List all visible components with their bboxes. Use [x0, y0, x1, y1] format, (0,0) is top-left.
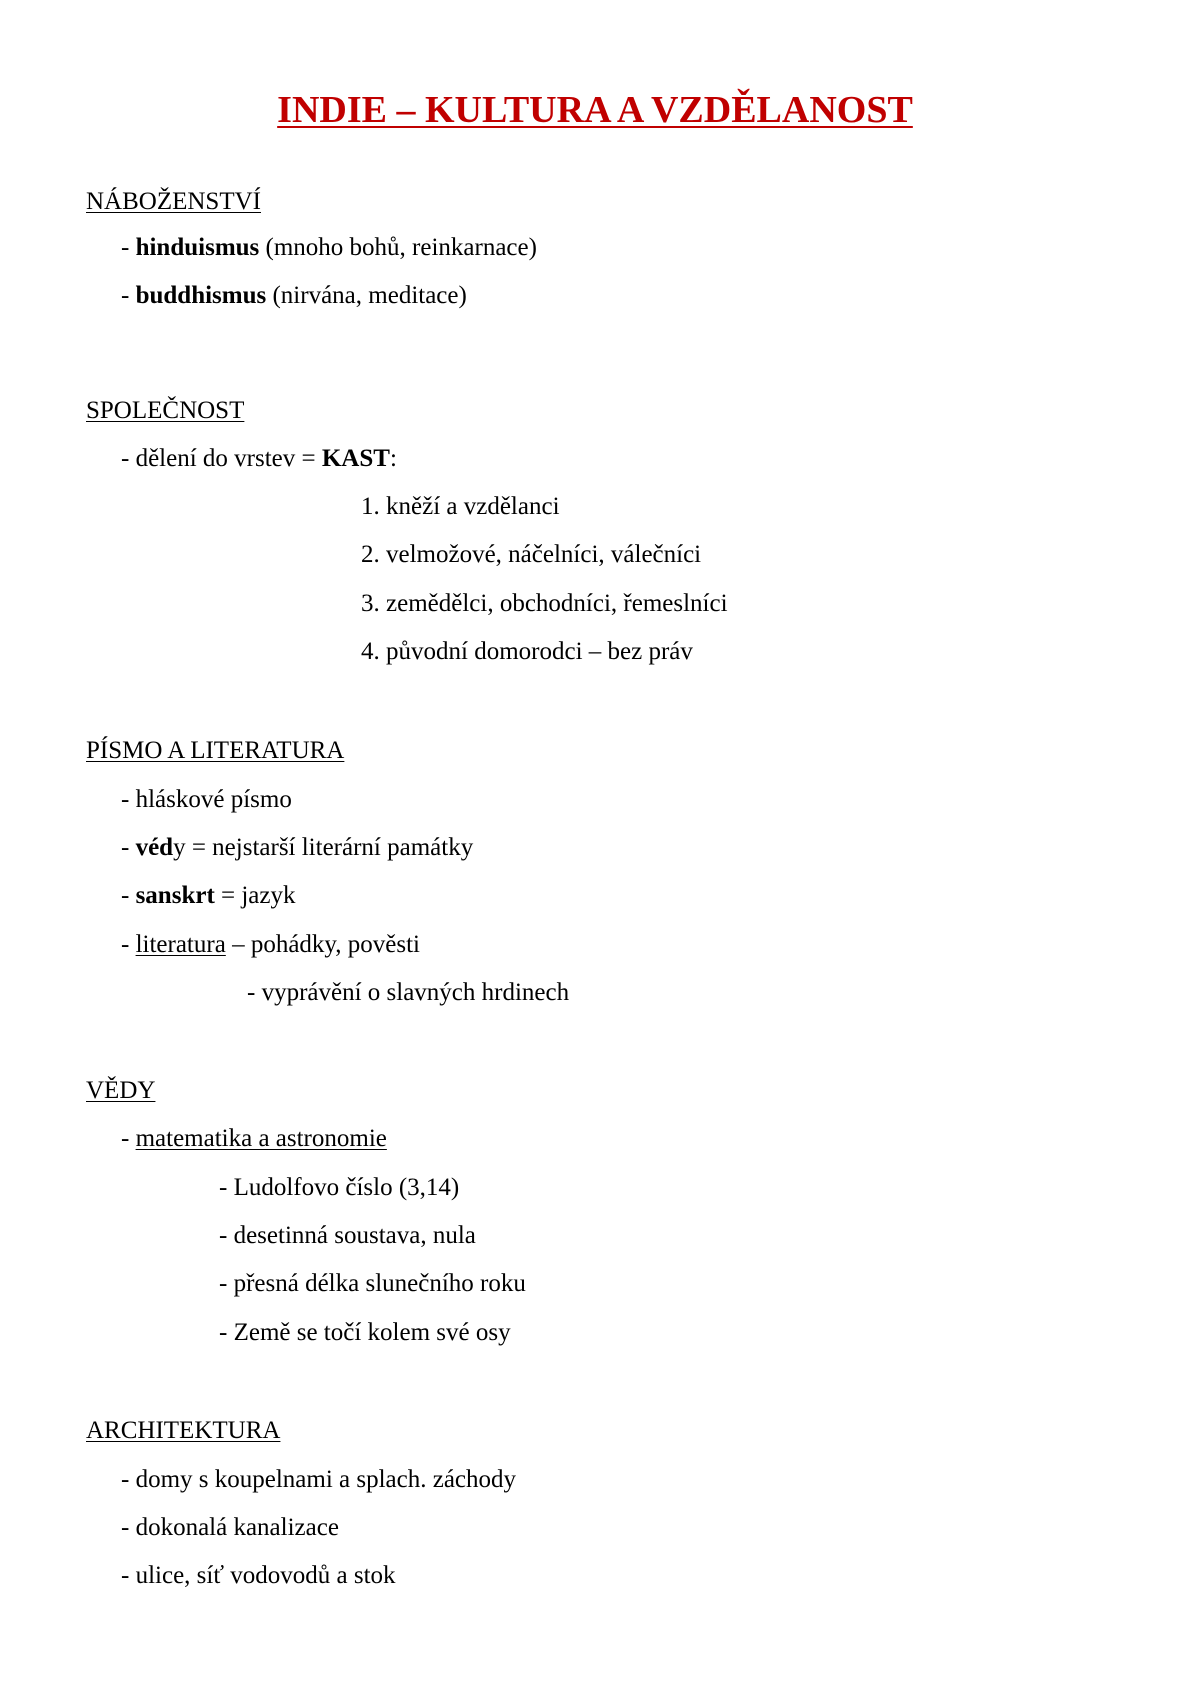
bullet-dash: - [121, 882, 136, 909]
list-subitem-soustava: - desetinná soustava, nula [219, 1222, 476, 1249]
bold-term: buddhismus [135, 282, 267, 309]
bullet-dash: - [121, 234, 136, 261]
section-heading-spolecnost: SPOLEČNOST [86, 397, 245, 424]
list-item-matematika [121, 1123, 387, 1155]
item-text: (nirvána, meditace) [266, 282, 467, 309]
section-heading-vedy: VĚDY [86, 1077, 156, 1104]
list-subitem-ludolf: - Ludolfovo číslo (3,14) [219, 1174, 460, 1201]
list-item-hinduismus [121, 232, 537, 264]
list-item-pismo: - hláskové písmo [121, 786, 292, 813]
list-item-domy: - domy s koupelnami a splach. záchody [121, 1466, 517, 1493]
item-text: : [389, 445, 397, 472]
list-item-sanskrt [121, 880, 296, 912]
item-text: y = nejstarší literární památky [173, 834, 474, 861]
caste-item-4: 4. původní domorodci – bez práv [361, 638, 693, 665]
bullet-dash: - [121, 282, 136, 309]
underlined-term: literatura [135, 931, 226, 958]
bold-term: véd [135, 834, 174, 861]
list-item-vedy [121, 832, 473, 864]
item-text: - dělení do vrstev = [121, 445, 322, 472]
item-text: = jazyk [214, 882, 296, 909]
list-item-kasty [121, 443, 397, 475]
bullet-dash: - [121, 931, 136, 958]
list-subitem-rok: - přesná délka slunečního roku [219, 1270, 526, 1297]
bullet-dash: - [121, 834, 136, 861]
page-title: INDIE – KULTURA A VZDĚLANOST [277, 89, 913, 131]
list-subitem-vypraveni: - vyprávění o slavných hrdinech [247, 979, 570, 1006]
caste-item-3: 3. zemědělci, obchodníci, řemeslníci [361, 590, 728, 617]
caste-item-1: 1. kněží a vzdělanci [361, 493, 560, 520]
bullet-dash: - [121, 1125, 136, 1152]
list-item-ulice: - ulice, síť vodovodů a stok [121, 1562, 396, 1589]
list-item-literatura [121, 929, 420, 961]
section-heading-pismo: PÍSMO A LITERATURA [86, 737, 345, 764]
section-heading-architektura: ARCHITEKTURA [86, 1417, 281, 1444]
section-heading-nabozenstvi: NÁBOŽENSTVÍ [86, 188, 261, 215]
caste-item-2: 2. velmožové, náčelníci, válečníci [361, 541, 702, 568]
underlined-term: matematika a astronomie [135, 1125, 387, 1152]
bold-term: sanskrt [135, 882, 215, 909]
bold-term: hinduismus [135, 234, 260, 261]
list-item-kanalizace: - dokonalá kanalizace [121, 1514, 339, 1541]
item-text: (mnoho bohů, reinkarnace) [259, 234, 537, 261]
list-subitem-zeme: - Země se točí kolem své osy [219, 1319, 511, 1346]
bold-term: KAST [321, 445, 390, 472]
list-item-buddhismus [121, 280, 467, 312]
item-text: – pohádky, pověsti [225, 931, 421, 958]
